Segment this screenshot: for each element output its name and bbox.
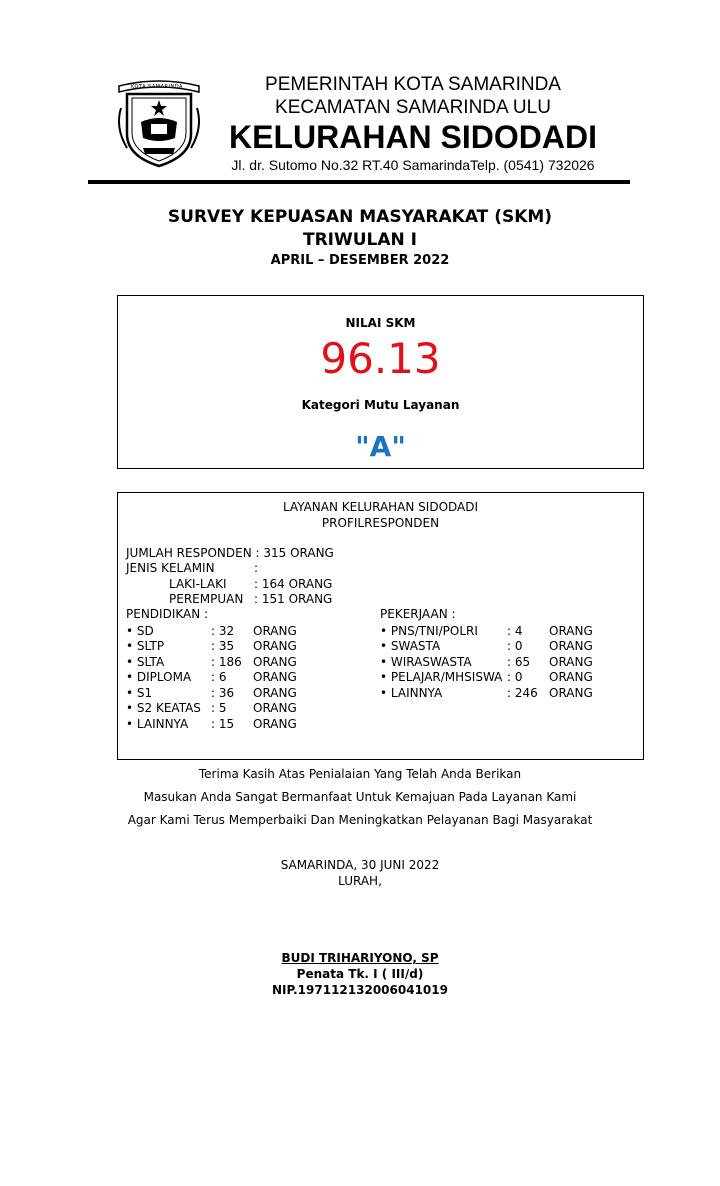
occupation-name: • WIRASWASTA (380, 655, 472, 669)
document-quarter: TRIWULAN I (302, 230, 418, 250)
education-name: • S2 KEATAS (126, 701, 201, 715)
letterhead-divider (88, 180, 630, 184)
skm-value: 96.13 (320, 334, 441, 383)
list-item (380, 670, 630, 685)
list-item (126, 670, 366, 685)
closing-feedback: Masukan Anda Sangat Bermanfaat Untuk Kemajuan Pada Layanan Kami (143, 790, 577, 804)
letterhead-district: KECAMATAN SAMARINDA ULU (275, 97, 551, 118)
document-title: SURVEY KEPUASAN MASYARAKAT (SKM) (167, 207, 553, 227)
education-value: : 15 (211, 717, 235, 731)
education-name: • DIPLOMA (126, 670, 192, 684)
occupation-unit: ORANG (549, 655, 593, 669)
profile-title: LAYANAN KELURAHAN SIDODADI (282, 500, 479, 514)
education-name: • SLTP (126, 639, 165, 653)
female-label: PEREMPUAN (169, 592, 244, 606)
signatory-name (0, 950, 720, 966)
occupation-value: : 65 (507, 655, 531, 669)
occupation-value: : 0 (507, 639, 523, 653)
occupation-name: • SWASTA (380, 639, 441, 653)
list-item (126, 717, 366, 732)
closing-thanks: Terima Kasih Atas Penialaian Yang Telah Anda Berikan (198, 767, 522, 781)
gender-label: JENIS KELAMIN (126, 561, 215, 575)
skm-label: NILAI SKM (345, 316, 416, 330)
education-value: : 32 (211, 624, 235, 638)
education-unit: ORANG (253, 701, 297, 715)
occupation-unit: ORANG (549, 624, 593, 638)
list-item (380, 655, 630, 670)
occupation-value: : 0 (507, 670, 523, 684)
occupation-name: • LAINNYA (380, 686, 443, 700)
occupation-value: : 246 (507, 686, 538, 700)
education-value: : 35 (211, 639, 235, 653)
closing-improvement: Agar Kami Terus Memperbaiki Dan Meningkatkan Pelayanan Bagi Masyarakat (127, 813, 593, 827)
gender-separator: : (254, 561, 259, 575)
education-value: : 5 (211, 701, 227, 715)
logo-text: KOTA SAMARINDA (131, 84, 183, 90)
list-item (126, 686, 366, 701)
category-label: Kategori Mutu Layanan (301, 398, 460, 412)
letterhead-address: Jl. dr. Sutomo No.32 RT.40 SamarindaTelp. (0541) 732026 (231, 157, 595, 173)
occupation-unit: ORANG (549, 686, 593, 700)
list-item (380, 686, 630, 701)
list-item (126, 701, 366, 716)
occupation-unit: ORANG (549, 670, 593, 684)
female-value: : 151 ORANG (254, 592, 333, 606)
education-unit: ORANG (253, 686, 297, 700)
total-respondents: JUMLAH RESPONDEN : 315 ORANG (126, 546, 334, 560)
male-label: LAKI-LAKI (169, 577, 227, 591)
education-value: : 186 (211, 655, 242, 669)
education-value: : 36 (211, 686, 235, 700)
list-item (380, 639, 630, 654)
kota-samarinda-emblem-icon (113, 78, 205, 170)
education-name: • LAINNYA (126, 717, 189, 731)
signature-role: LURAH, (338, 874, 382, 888)
education-unit: ORANG (253, 717, 297, 731)
occupation-name: • PELAJAR/MHSISWA (380, 670, 503, 684)
signatory-nip: NIP.197112132006041019 (272, 983, 448, 997)
document-period: APRIL – DESEMBER 2022 (270, 253, 450, 268)
letterhead-government: PEMERINTAH KOTA SAMARINDA (265, 74, 561, 95)
education-unit: ORANG (253, 655, 297, 669)
education-label: PENDIDIKAN : (126, 607, 209, 621)
category-value: "A" (355, 430, 406, 463)
score-box (117, 295, 644, 469)
signature-place-date: SAMARINDA, 30 JUNI 2022 (280, 858, 440, 872)
education-value: : 6 (211, 670, 227, 684)
education-name: • SD (126, 624, 154, 638)
education-unit: ORANG (253, 639, 297, 653)
education-unit: ORANG (253, 670, 297, 684)
signatory-name-text: BUDI TRIHARIYONO, SP (281, 951, 439, 965)
list-item (126, 639, 366, 654)
occupation-unit: ORANG (549, 639, 593, 653)
list-item (126, 655, 366, 670)
education-name: • S1 (126, 686, 153, 700)
education-name: • SLTA (126, 655, 165, 669)
respondent-profile-box (117, 492, 644, 760)
education-unit: ORANG (253, 624, 297, 638)
letterhead-village: KELURAHAN SIDODADI (229, 119, 597, 155)
occupation-label: PEKERJAAN : (380, 607, 456, 621)
male-value: : 164 ORANG (254, 577, 333, 591)
occupation-name: • PNS/TNI/POLRI (380, 624, 478, 638)
occupation-value: : 4 (507, 624, 523, 638)
list-item (126, 624, 366, 639)
list-item (380, 624, 630, 639)
profile-subtitle: PROFILRESPONDEN (321, 516, 440, 530)
signatory-rank: Penata Tk. I ( III/d) (296, 967, 424, 981)
